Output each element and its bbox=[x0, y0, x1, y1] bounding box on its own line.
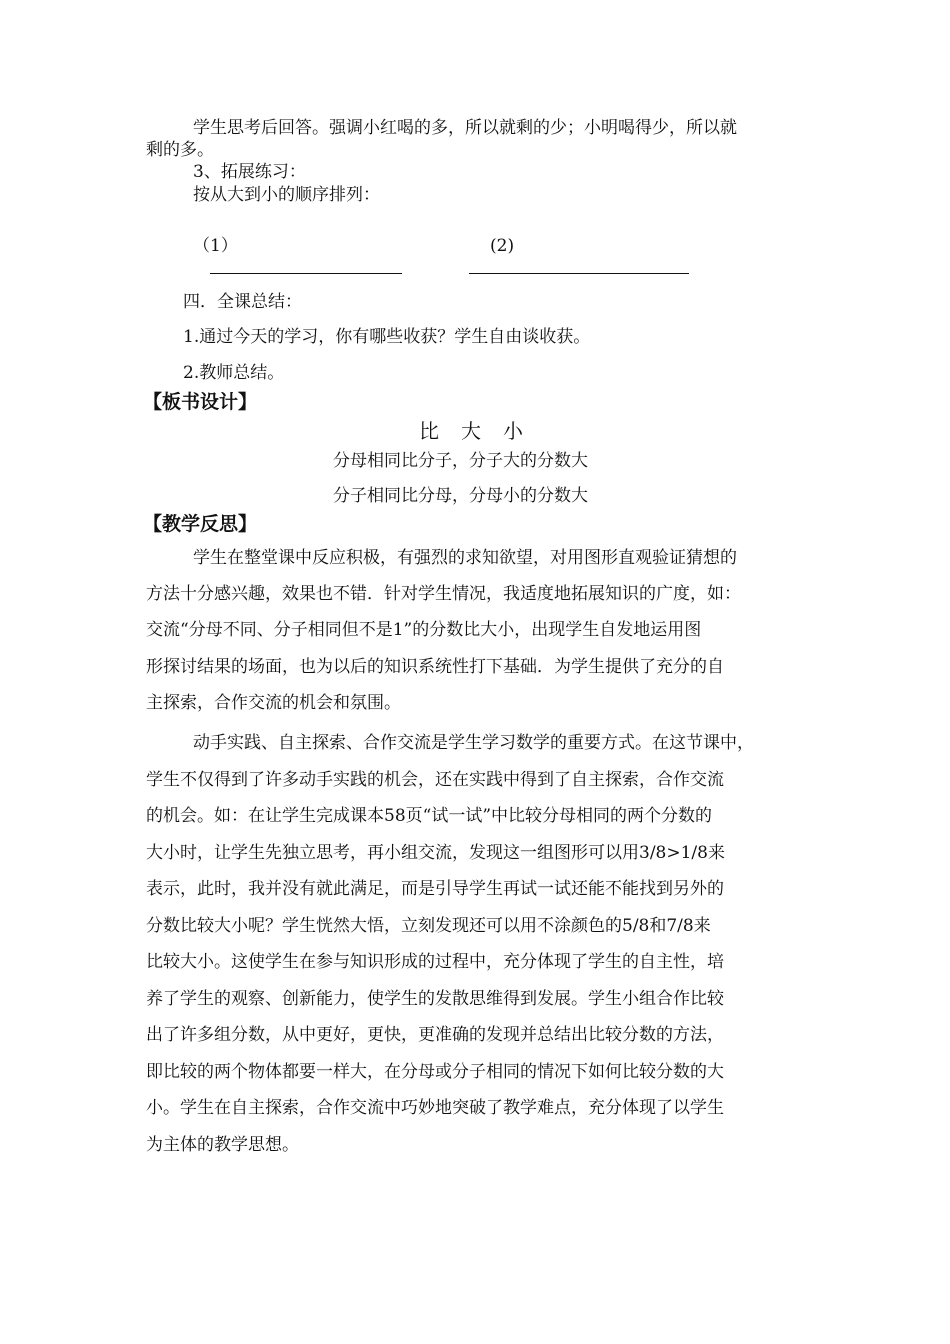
reflection-line: 的机会。如：在让学生完成课本58页“试一试”中比较分母相同的两个分数的 bbox=[146, 806, 713, 826]
summary-item: 2.教师总结。 bbox=[183, 363, 285, 383]
reflection-line: 学生不仅得到了许多动手实践的机会，还在实践中得到了自主探索，合作交流 bbox=[146, 770, 724, 790]
reflection-line: 小。学生在自主探索，合作交流中巧妙地突破了教学难点，充分体现了以学生 bbox=[146, 1098, 724, 1118]
section-title: 四．全课总结： bbox=[183, 292, 302, 312]
reflection-line: 大小时，让学生先独立思考，再小组交流，发现这一组图形可以用3/8>1/8来 bbox=[146, 843, 725, 863]
reflection-line: 动手实践、自主探索、合作交流是学生学习数学的重要方式。在这节课中， bbox=[193, 733, 754, 753]
exercise-instruction: 按从大到小的顺序排列： bbox=[193, 185, 380, 205]
answer-line-2 bbox=[469, 273, 689, 274]
board-design-heading: 【板书设计】 bbox=[143, 391, 258, 413]
summary-item: 1.通过今天的学习，你有哪些收获？学生自由谈收获。 bbox=[183, 327, 591, 347]
reflection-line: 主探索，合作交流的机会和氛围。 bbox=[146, 693, 401, 713]
reflection-line: 出了许多组分数，从中更好，更快，更准确的发现并总结出比较分数的方法， bbox=[146, 1025, 724, 1045]
reflection-line: 养了学生的观察、创新能力，使学生的发散思维得到发展。学生小组合作比较 bbox=[146, 989, 724, 1009]
board-title: 比大小 bbox=[419, 419, 545, 443]
board-rule: 分子相同比分母，分母小的分数大 bbox=[333, 486, 588, 506]
reflection-line: 比较大小。这使学生在参与知识形成的过程中，充分体现了学生的自主性，培 bbox=[146, 952, 724, 972]
reflection-line: 分数比较大小呢？学生恍然大悟，立刻发现还可以用不涂颜色的5/8和7/8来 bbox=[146, 916, 711, 936]
reflection-line: 即比较的两个物体都要一样大，在分母或分子相同的情况下如何比较分数的大 bbox=[146, 1062, 724, 1082]
exercise-title: 3、拓展练习： bbox=[193, 162, 306, 182]
reflection-line: 形探讨结果的场面，也为以后的知识系统性打下基础．为学生提供了充分的自 bbox=[146, 657, 724, 677]
reflection-line: 学生在整堂课中反应积极，有强烈的求知欲望，对用图形直观验证猜想的 bbox=[193, 548, 737, 568]
reflection-line: 交流“分母不同、分子相同但不是1”的分数比大小，出现学生自发地运用图 bbox=[146, 620, 702, 640]
paragraph-line: 学生思考后回答。强调小红喝的多，所以就剩的少；小明喝得少，所以就 bbox=[193, 118, 737, 138]
answer-line-1 bbox=[210, 273, 402, 274]
reflection-line: 为主体的教学思想。 bbox=[146, 1135, 299, 1155]
reflection-heading: 【教学反思】 bbox=[143, 513, 258, 535]
paragraph-line: 剩的多。 bbox=[146, 140, 214, 160]
board-rule: 分母相同比分子，分子大的分数大 bbox=[333, 451, 588, 471]
blank-label-2: (2) bbox=[490, 236, 515, 256]
reflection-line: 方法十分感兴趣，效果也不错．针对学生情况，我适度地拓展知识的广度，如： bbox=[146, 584, 741, 604]
reflection-line: 表示，此时，我并没有就此满足，而是引导学生再试一试还能不能找到另外的 bbox=[146, 879, 724, 899]
blank-label-1: （1） bbox=[193, 236, 238, 256]
